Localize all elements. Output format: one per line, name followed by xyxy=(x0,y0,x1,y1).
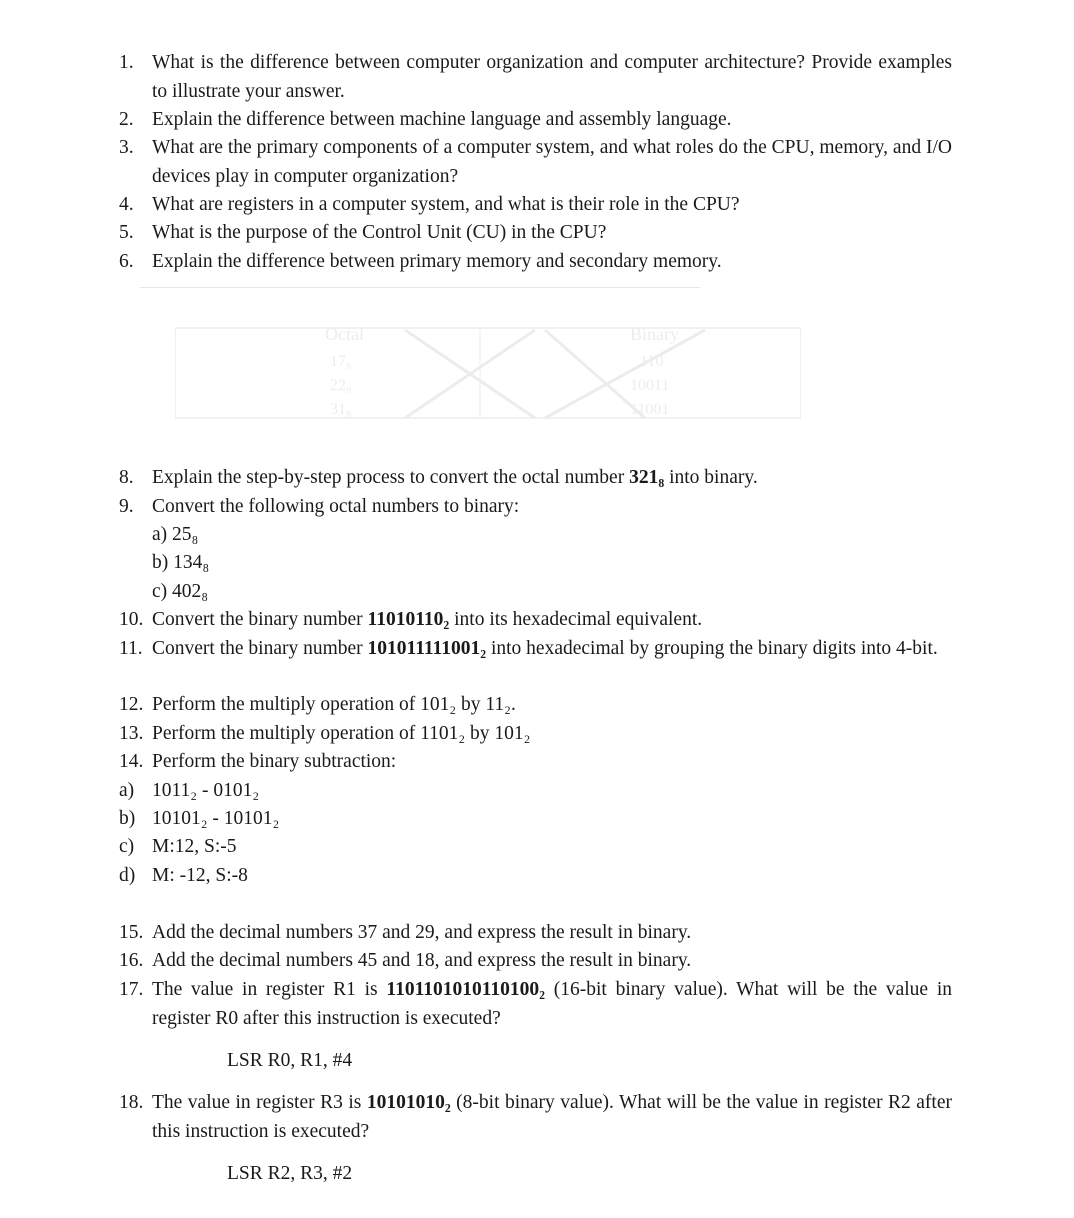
faded-left-label: Octal xyxy=(325,324,364,344)
question-number: 16. xyxy=(119,950,144,971)
question-text: Convert the binary number 101011111001₂ into hexadecimal by grouping the binary digits into 4-bit. xyxy=(152,638,938,659)
question-text: Perform the multiply operation of 1101₂ by 101₂ xyxy=(152,723,531,744)
question-number: 2. xyxy=(119,109,134,130)
question-number: 15. xyxy=(119,922,144,943)
question-text: Convert the following octal numbers to binary: xyxy=(152,496,520,517)
faded-matching-diagram xyxy=(175,318,801,430)
question-text: Explain the difference between machine language and assembly language. xyxy=(152,109,732,130)
binary-value: 10101010₂ xyxy=(366,1092,451,1113)
binary-value: 11010110₂ xyxy=(367,609,450,630)
question-text: Add the decimal numbers 45 and 18, and express the result in binary. xyxy=(152,950,692,971)
question-number: 14. xyxy=(119,751,144,772)
faded-left-value: 31₈ xyxy=(330,401,352,418)
question-text: The value in register R1 is 1101101010110100₂ (16-bit binary value). What will be the value in register R0 after this instruction is executed? xyxy=(152,979,952,1029)
question-number: 4. xyxy=(119,194,134,215)
question-text: What are registers in a computer system, and what is their role in the CPU? xyxy=(152,194,740,215)
octal-value: 321₈ xyxy=(629,467,665,488)
faded-right-value: 10011 xyxy=(630,377,670,394)
question-number: 5. xyxy=(119,222,134,243)
question-number: 13. xyxy=(119,723,144,744)
binary-value: 1101101010110100₂ xyxy=(386,979,546,1000)
question-number: 18. xyxy=(119,1092,144,1113)
question-number: 17. xyxy=(119,979,144,1000)
question-text: Perform the multiply operation of 101₂ by 11₂. xyxy=(152,694,516,715)
question-number: 12. xyxy=(119,694,144,715)
question-number: 6. xyxy=(119,251,134,272)
faded-left-value: 22₈ xyxy=(330,377,352,394)
faded-left-value: 17₈ xyxy=(330,353,352,370)
faded-right-value: 110 xyxy=(640,353,664,370)
question-text: What is the difference between computer organization and computer architecture? Provide examples to illustrate your answer. xyxy=(152,52,952,102)
question-text: Add the decimal numbers 37 and 29, and express the result in binary. xyxy=(152,922,692,943)
question-text: Explain the difference between primary memory and secondary memory. xyxy=(152,251,722,272)
question-number: 9. xyxy=(119,496,134,517)
question-text: Perform the binary subtraction: xyxy=(152,751,397,772)
faded-right-label: Binary xyxy=(630,324,679,344)
question-text: Convert the binary number 11010110₂ into its hexadecimal equivalent. xyxy=(152,609,703,630)
question-number: 8. xyxy=(119,467,134,488)
question-number: 11. xyxy=(119,638,143,659)
binary-value: 101011111001₂ xyxy=(367,638,487,659)
faded-divider xyxy=(140,287,700,288)
question-text: What is the purpose of the Control Unit (CU) in the CPU? xyxy=(152,222,607,243)
faded-right-value: 11001 xyxy=(630,401,670,418)
question-text: The value in register R3 is 10101010₂ (8-bit binary value). What will be the value in register R2 after this instruction is executed? xyxy=(152,1092,952,1142)
question-number: 1. xyxy=(119,52,134,73)
question-number: 3. xyxy=(119,137,134,158)
question-text: Explain the step-by-step process to convert the octal number 321₈ into binary. xyxy=(152,467,758,488)
question-text: What are the primary components of a computer system, and what roles do the CPU, memory, and I/O devices play in computer organization? xyxy=(152,137,952,187)
question-number: 10. xyxy=(119,609,144,630)
